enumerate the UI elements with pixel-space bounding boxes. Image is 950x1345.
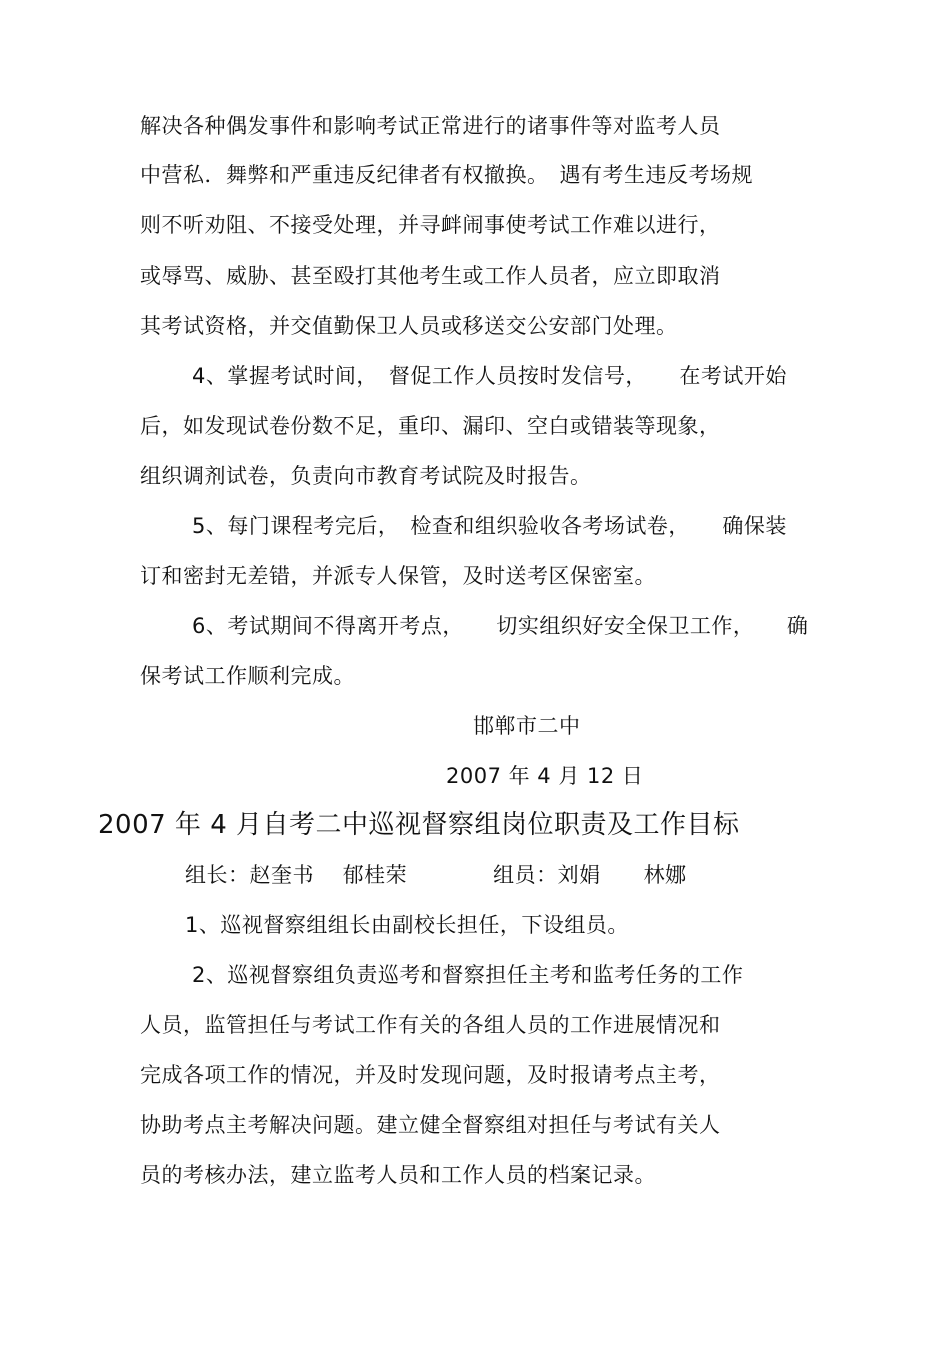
paragraph-line: 人员，监管担任与考试工作有关的各组人员的工作进展情况和 — [140, 1013, 721, 1037]
paragraph-line: 保考试工作顺利完成。 — [140, 664, 355, 688]
signature-date: 2007 年 4 月 12 日 — [446, 764, 644, 788]
section-title: 2007 年 4 月自考二中巡视督察组岗位职责及工作目标 — [98, 810, 740, 840]
signature-org: 邯郸市二中 — [473, 714, 581, 738]
paragraph-line: 2、巡视督察组负责巡考和督察担任主考和监考任务的工作 — [192, 963, 744, 987]
members-line: 组长：赵奎书 郁桂荣 组员：刘娟 林娜 — [185, 863, 687, 887]
paragraph-line: 1、巡视督察组组长由副校长担任，下设组员。 — [185, 913, 629, 937]
paragraph-line: 订和密封无差错，并派专人保管，及时送考区保密室。 — [140, 564, 656, 588]
paragraph-line: 则不听劝阻、不接受处理，并寻衅闹事使考试工作难以进行， — [140, 213, 721, 237]
paragraph-line: 协助考点主考解决问题。建立健全督察组对担任与考试有关人 — [140, 1113, 721, 1137]
paragraph-line: 5、每门课程考完后， 检查和组织验收各考场试卷， 确保装 — [192, 514, 787, 538]
paragraph-line: 中营私．舞弊和严重违反纪律者有权撤换。 遇有考生违反考场规 — [140, 163, 753, 187]
paragraph-line: 6、考试期间不得离开考点， 切实组织好安全保卫工作， 确 — [192, 614, 809, 638]
paragraph-line: 后，如发现试卷份数不足，重印、漏印、空白或错装等现象， — [140, 414, 721, 438]
paragraph-line: 其考试资格，并交值勤保卫人员或移送交公安部门处理。 — [140, 314, 678, 338]
paragraph-line: 完成各项工作的情况，并及时发现问题，及时报请考点主考， — [140, 1063, 721, 1087]
paragraph-line: 4、掌握考试时间， 督促工作人员按时发信号， 在考试开始 — [192, 364, 787, 388]
paragraph-line: 员的考核办法，建立监考人员和工作人员的档案记录。 — [140, 1163, 656, 1187]
paragraph-line: 或辱骂、威胁、甚至殴打其他考生或工作人员者，应立即取消 — [140, 264, 721, 288]
paragraph-line: 解决各种偶发事件和影响考试正常进行的诸事件等对监考人员 — [140, 114, 721, 138]
paragraph-line: 组织调剂试卷，负责向市教育考试院及时报告。 — [140, 464, 592, 488]
